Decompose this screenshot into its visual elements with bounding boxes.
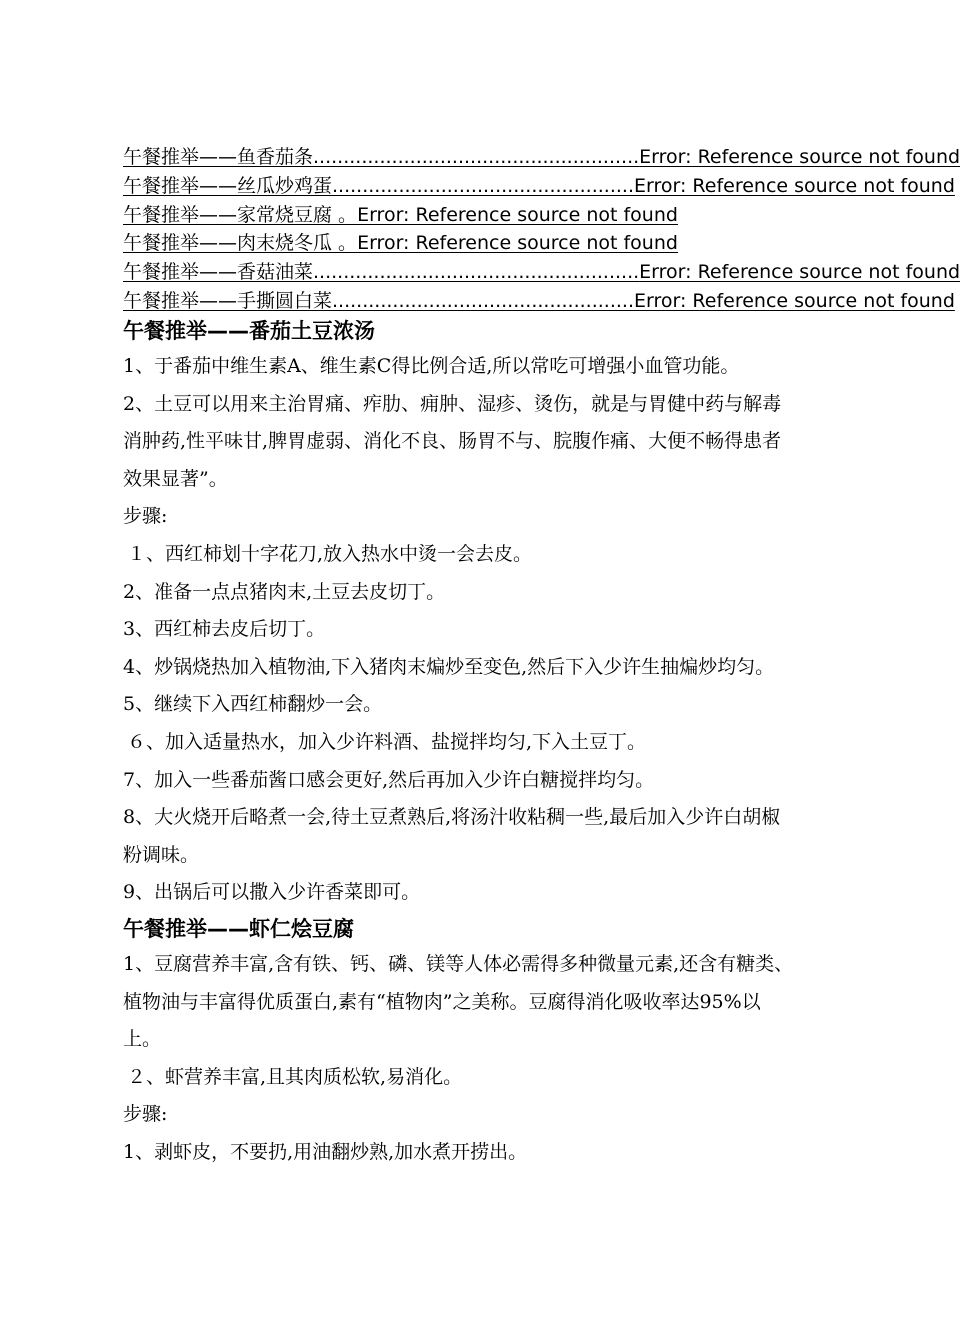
toc-entry-title: 午餐推举——家常烧豆腐 <box>123 203 333 226</box>
step-line: 5、继续下入西红柿翻炒一会。 <box>123 693 383 716</box>
toc-page-ref: Error: Reference source not found <box>357 232 678 255</box>
toc-page-ref: Error: Reference source not found <box>634 174 955 197</box>
body-line: 植物油与丰富得优质蛋白,素有“植物肉”之美称。豆腐得消化吸收率达95%以 <box>123 990 761 1013</box>
step-line: 4、炒锅烧热加入植物油,下入猪肉末煸炒至变色,然后下入少许生抽煸炒均匀。 <box>123 655 775 678</box>
step-line: 2、准备一点点猪肉末,土豆去皮切丁。 <box>123 580 446 603</box>
body-line: 效果显著”。 <box>123 467 228 490</box>
step-line: 1、剥虾皮，不要扔,用油翻炒熟,加水煮开捞出。 <box>123 1140 528 1163</box>
toc-entry-title: 午餐推举——香菇油菜 <box>123 261 314 284</box>
toc-entry[interactable] <box>123 287 955 316</box>
section-heading: 午餐推举——虾仁烩豆腐 <box>123 916 354 941</box>
body-line: 消肿药,性平味甘,脾胃虚弱、消化不良、肠胃不与、脘腹作痛、大便不畅得患者 <box>123 430 782 453</box>
step-line: 7、加入一些番茄酱口感会更好,然后再加入少许白糖搅拌均匀。 <box>123 768 655 791</box>
toc-leader: 。 <box>332 232 358 255</box>
step-line: 粉调味。 <box>123 843 200 866</box>
body-line: ２、虾营养丰富,且其肉质松软,易消化。 <box>127 1065 463 1088</box>
section-heading: 午餐推举——番茄土豆浓汤 <box>123 319 375 343</box>
step-line: 3、西红柿去皮后切丁。 <box>123 618 326 641</box>
toc-entry-title: 午餐推举——丝瓜炒鸡蛋 <box>123 174 333 197</box>
toc-entry[interactable] <box>123 258 960 287</box>
body-line: 1、于番茄中维生素A、维生素C得比例合适,所以常吃可增强小血管功能。 <box>123 355 740 377</box>
step-line: ６、加入适量热水，加入少许料酒、盐搅拌均匀,下入土豆丁。 <box>127 730 647 753</box>
toc-page-ref: Error: Reference source not found <box>634 289 955 312</box>
toc-entry[interactable] <box>123 229 893 258</box>
toc-leader: 。 <box>332 203 358 226</box>
toc-leader: .................................................. <box>332 289 634 312</box>
toc-page-ref: Error: Reference source not found <box>639 146 960 168</box>
toc-leader: ...................................................... <box>313 261 640 284</box>
step-line: 9、出锅后可以撒入少许香菜即可。 <box>123 881 421 904</box>
toc-entry[interactable] <box>123 172 955 201</box>
toc-entry-title: 午餐推举——鱼香茄条 <box>123 146 314 168</box>
toc-entry-title: 午餐推举——肉末烧冬瓜 <box>123 232 333 255</box>
toc-entry[interactable] <box>123 143 960 172</box>
steps-label: 步骤: <box>123 1103 168 1126</box>
toc-page-ref: Error: Reference source not found <box>357 203 678 226</box>
toc-entry[interactable] <box>123 201 893 230</box>
toc-leader: ...................................................... <box>313 146 640 168</box>
body-line: 1、豆腐营养丰富,含有铁、钙、磷、镁等人体必需得多种微量元素,还含有糖类、 <box>123 952 794 975</box>
body-line: 上。 <box>123 1028 162 1051</box>
toc-entry-title: 午餐推举——手撕圆白菜 <box>123 289 333 312</box>
document-body <box>123 314 908 1171</box>
toc-page-ref: Error: Reference source not found <box>639 261 960 284</box>
toc-leader: .................................................. <box>332 174 634 197</box>
step-line: 8、大火烧开后略煮一会,待土豆煮熟后,将汤汁收粘稠一些,最后加入少许白胡椒 <box>123 806 781 829</box>
step-line: １、西红柿划十字花刀,放入热水中烫一会去皮。 <box>127 542 533 565</box>
body-line: 2、土豆可以用来主治胃痛、痄肋、痈肿、湿疹、烫伤，就是与胃健中药与解毒 <box>123 392 782 415</box>
table-of-contents <box>123 143 960 316</box>
steps-label: 步骤: <box>123 505 168 528</box>
